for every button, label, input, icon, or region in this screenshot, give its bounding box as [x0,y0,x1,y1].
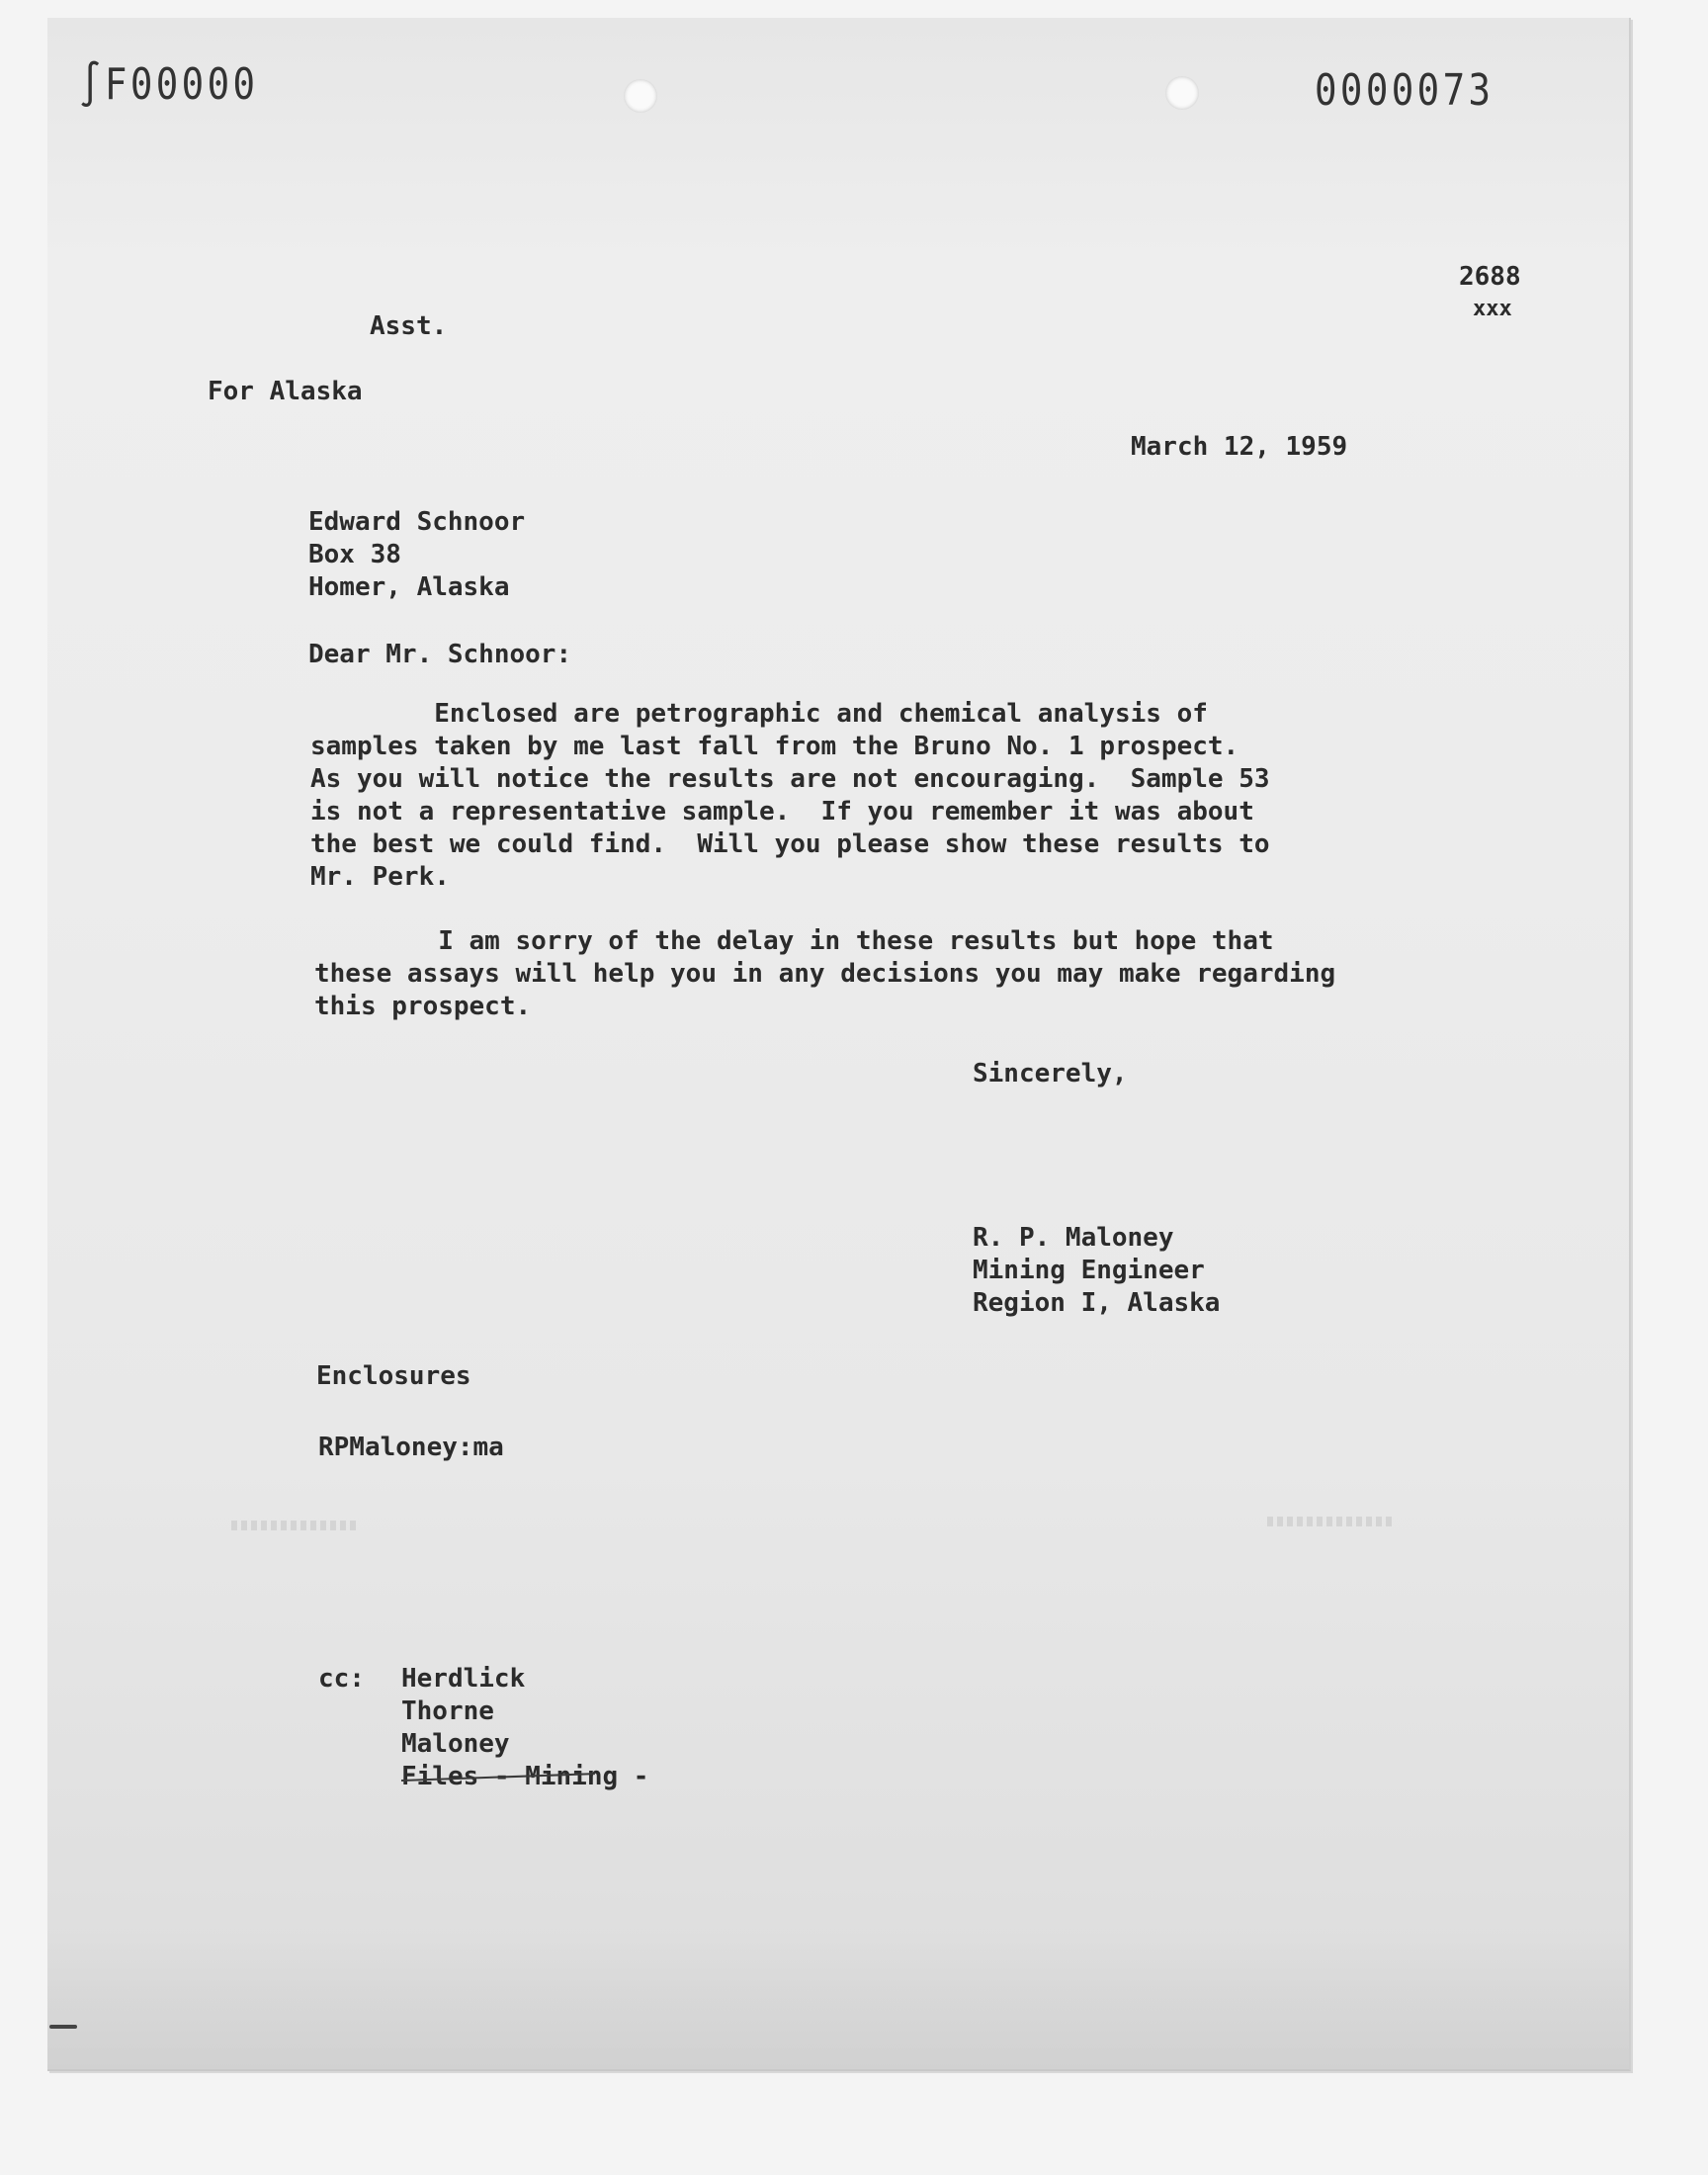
punch-hole-left [624,79,657,113]
body-line: this prospect. [314,992,532,1021]
salutation: Dear Mr. Schnoor: [308,640,572,669]
recipient-name: Edward Schnoor [308,507,526,537]
signer-title: Mining Engineer [973,1256,1205,1285]
letter-date: March 12, 1959 [1131,432,1348,462]
faint-mark-right [1267,1517,1396,1526]
punch-hole-right [1165,76,1199,110]
for-alaska-label: For Alaska [208,377,363,406]
cc-name: Herdlick [401,1664,526,1694]
typist-initials: RPMaloney:ma [318,1433,504,1462]
file-marker: xxx [1473,297,1512,321]
cc-label: cc: [318,1664,365,1694]
cc-name: Thorne [401,1696,494,1726]
body-line: As you will notice the results are not encouraging. Sample 53 [310,764,1270,794]
body-line: these assays will help you in any decisions you may make regarding [314,959,1336,989]
body-line: Mr. Perk. [310,862,450,892]
body-line: I am sorry of the delay in these results but hope that [314,926,1274,956]
body-line: is not a representative sample. If you remember it was about [310,797,1254,826]
file-number: 2688 [1459,262,1521,292]
left-stamp-number: ∫F00000 [79,59,259,110]
body-line: Enclosed are petrographic and chemical analysis of [310,699,1208,729]
cc-name: Files - Mining - [401,1762,649,1791]
recipient-city: Homer, Alaska [308,572,510,602]
body-line: samples taken by me last fall from the Bruno No. 1 prospect. [310,732,1239,761]
faint-mark-left [231,1521,360,1530]
asst-label: Asst. [370,311,448,341]
cc-name: Maloney [401,1729,510,1759]
signer-region: Region I, Alaska [973,1288,1221,1318]
closing: Sincerely, [973,1059,1128,1088]
right-stamp-number: 0000073 [1315,65,1494,116]
edge-mark [49,2025,77,2029]
letter-page [47,18,1631,2071]
recipient-box: Box 38 [308,540,401,569]
signer-name: R. P. Maloney [973,1223,1174,1253]
enclosures-note: Enclosures [316,1361,471,1391]
body-line: the best we could find. Will you please show these results to [310,829,1270,859]
